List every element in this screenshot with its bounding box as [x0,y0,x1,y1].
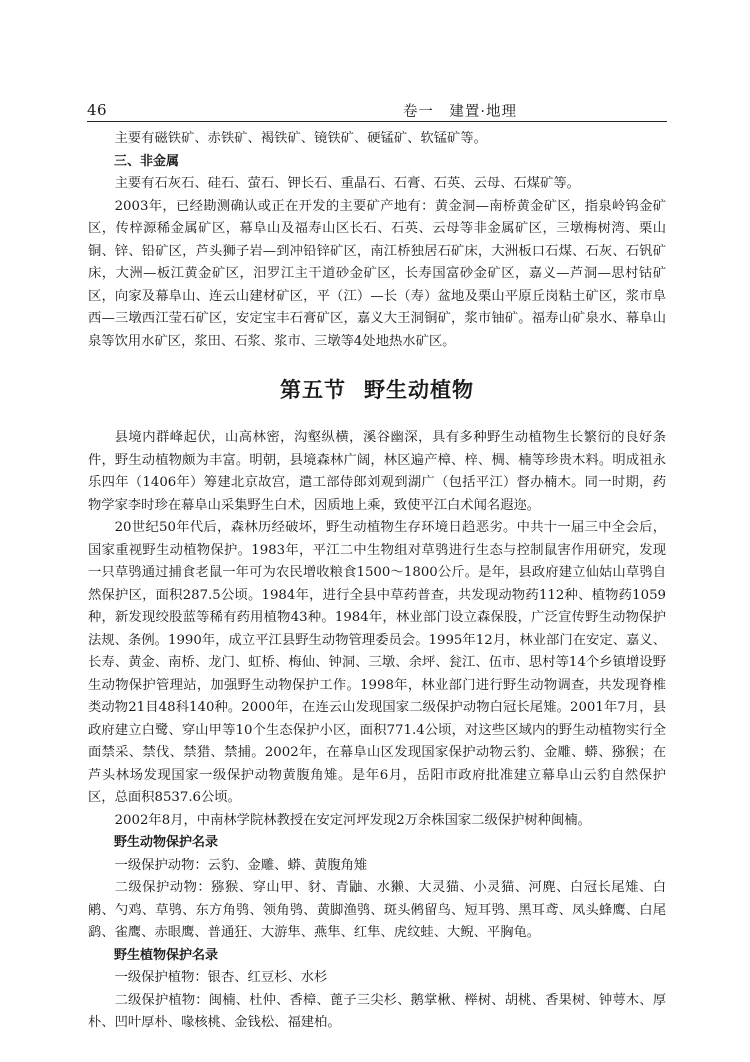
paragraph-protection-history: 20世纪50年代后，森林历经破坏，野生动植物生存环境日趋恶劣。中共十一届三中全会后，国家重视野生动植物保护。1983年，平江二中生物组对草鸮进行生态与控制鼠害作用研究，发现一只草鸮通过捕食老鼠一年可为农民增收粮食1500～1800公斤。是年，县政府建立仙姑山草鸮自然保护区，面积287.5公顷。1984年，进行全县中草药普查，共发现动物药112种、植物药1059种，新发现绞股蓝等稀有药用植物43种。1984年，林业部门设立森保股，广泛宣传野生动物保护法规、条例。1990年，成立平江县野生动物管理委员会。1995年12月，林业部门在安定、嘉义、长寿、黄金、南桥、龙门、虹桥、梅仙、钟洞、三墩、余坪、瓮江、伍市、思村等14个乡镇增设野生动物保护管理站，加强野生动物保护工作。1998年，林业部门进行野生动物调查，共发现脊椎类动物21目48科140种。2000年，在连云山发现国家二级保护动物白冠长尾雉。2001年7月，县政府建立白鹭、穿山甲等10个生态保护小区，面积771.4公顷，对这些区域内的野生动植物实行全面禁采、禁伐、禁猎、禁捕。2002年，在幕阜山区发现国家保护动物云豹、金雕、蟒、猕猴；在芦头林场发现国家一级保护动物黄腹角雉。是年6月，岳阳市政府批准建立幕阜山云豹自然保护区，总面积8537.6公顷。 [88,520,666,805]
paragraph-overview: 县境内群峰起伏，山高林密，沟壑纵横，溪谷幽深，具有多种野生动植物生长繁衍的良好条件，野生动植物颇为丰富。明朝，县境森林广阔，林区遍产樟、梓、椆、楠等珍贵木料。明成祖永乐四年（1406年）筹建北京故宫，遣工部侍郎刘观到湖广（包括平江）督办楠木。同一时期，药物学家李时珍在幕阜山采集野生白术，因质地上乘，致使平江白术闻名遐迩。 [88,430,666,513]
section-title [88,375,666,405]
paragraph-mining-areas: 2003年，已经勘测确认或正在开发的主要矿产地有：黄金洞—南桥黄金矿区，指泉岭钨金矿区，传梓源稀金属矿区，幕阜山及福寿山区长石、石英、云母等非金属矿区，三墩梅树湾、栗山铜、锌、铅矿区，芦头狮子岩—到冲铅锌矿区，南江桥独居石矿床，大洲板口石煤、石灰、石钒矿床，大洲—板江黄金矿区，汨罗江主干道砂金矿区，长寿国富砂金矿区，嘉义—芦洞—思村钴矿区，向家及幕阜山、连云山建材矿区，平（江）—长（寿）盆地及栗山平原丘岗粘土矿区，浆市阜西—三墩西江莹石矿区，安定宝丰石膏矿区，嘉义大王洞铜矿，浆市铀矿。福寿山矿泉水、幕阜山泉等饮用水矿区，浆田、石浆、浆市、三墩等4处地热水矿区。 [88,198,666,349]
paragraph-metal-ores: 主要有磁铁矿、赤铁矿、褐铁矿、镜铁矿、硬锰矿、软锰矿等。 [114,131,487,146]
page-number: 46 [87,101,108,119]
heading-animal-list: 野生动物保护名录 [114,835,219,850]
page-body [88,128,666,1035]
running-head: 卷一 建置·地理 [402,104,518,120]
section-name: 野生动植物 [364,378,474,402]
animal-list-class-one: 一级保护动物：云豹、金雕、蟒、黄腹角雉 [114,857,368,873]
section-number: 第五节 [280,378,346,402]
header-rule [87,121,667,122]
heading-plant-list: 野生植物保护名录 [114,947,219,963]
plant-list-class-one: 一级保护植物：银杏、红豆杉、水杉 [114,970,328,985]
paragraph-min-nan-discovery: 2002年8月，中南林学院林教授在安定河坪发现2万余株国家二级保护树种闽楠。 [114,812,591,828]
animal-list-class-two: 二级保护动物：猕猴、穿山甲、豺、青鼬、水獭、大灵猫、小灵猫、河麂、白冠长尾雉、白鹇、勺鸡、草鸮、东方角鸮、领角鸮、黄脚渔鸮、斑头鸺留鸟、短耳鸮、黑耳鸢、凤头蜂鹰、白尾鹞、雀鹰、赤眼鹰、普通狂、大游隼、燕隼、红隼、虎纹蛙、大鲵、平胸龟。 [88,880,666,940]
plant-list-class-two: 二级保护植物：闽楠、杜仲、香樟、蓖子三尖杉、鹅掌楸、榉树、胡桃、香果树、钟萼木、厚朴、凹叶厚朴、喙核桃、金钱松、福建柏。 [88,992,666,1030]
subheading-nonmetal: 三、非金属 [114,153,180,169]
paragraph-nonmetal-list: 主要有石灰石、硅石、萤石、钾长石、重晶石、石膏、石英、云母、石煤矿等。 [114,176,580,191]
